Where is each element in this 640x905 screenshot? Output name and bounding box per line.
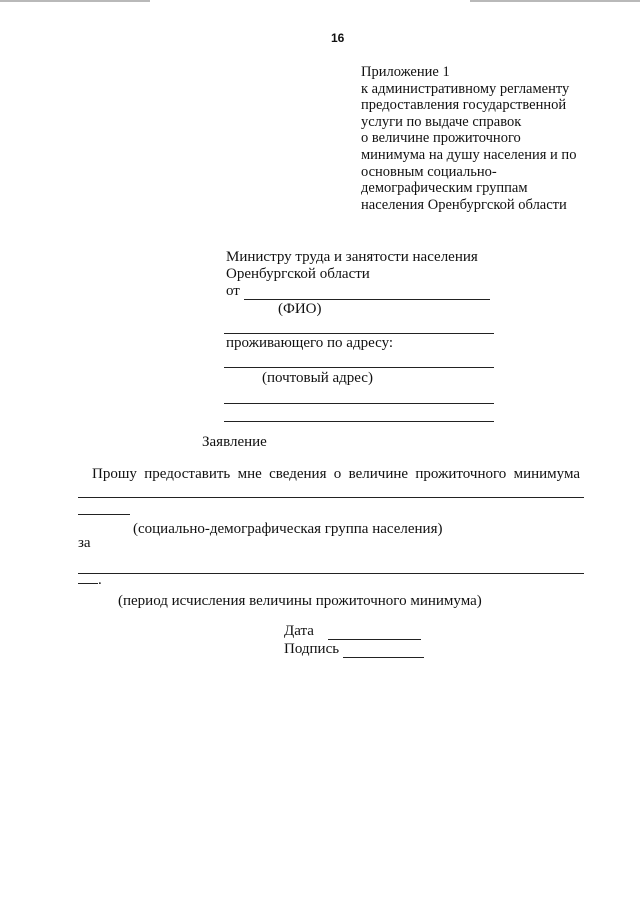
addressee-line-2: Оренбургской области [226,266,370,282]
residing-label: проживающего по адресу: [226,335,394,351]
period-fill-line [78,573,584,574]
address-extra-line-2 [224,421,494,422]
group-hint: (социально-демографическая группа населения) [133,521,443,537]
period-fill-line-short [78,583,98,584]
fio-extra-line [224,333,494,334]
address-extra-line-1 [224,403,494,404]
period-hint: (период исчисления величины прожиточного минимума) [118,593,482,609]
appendix-line: минимума на душу населения и по [361,146,577,163]
sign-label: Подпись [284,641,340,657]
request-text: Прошу предоставить мне сведения о величине прожиточного минимума [92,466,580,482]
date-fill-line [328,639,421,640]
postal-hint: (почтовый адрес) [262,370,373,386]
appendix-line: основным социально- [361,163,497,180]
addressee-line-1: Министру труда и занятости населения [226,249,478,265]
appendix-line: к административному регламенту [361,80,570,97]
fio-fill-line [244,299,490,300]
request-fill-line-short [78,514,130,515]
scan-edge-mark [0,0,150,2]
appendix-line: Приложение 1 [361,64,450,80]
scan-edge-mark [470,0,640,2]
page-number: 16 [331,31,345,45]
fio-hint: (ФИО) [278,301,322,317]
address-fill-line [224,367,494,368]
sign-fill-line [343,657,424,658]
appendix-line: населения Оренбургской области [361,196,567,213]
appendix-line: демографическим группам [361,180,528,197]
date-label: Дата [284,623,314,639]
appendix-block [361,64,576,213]
period-prefix: за [78,535,91,551]
appendix-line: о величине прожиточного [361,130,521,147]
period-end-mark: . [98,572,102,588]
from-label: от [226,283,240,299]
appendix-line: услуги по выдаче справок [361,113,522,130]
request-fill-line [78,497,584,498]
statement-title: Заявление [202,434,267,450]
appendix-line: предоставления государственной [361,97,567,114]
